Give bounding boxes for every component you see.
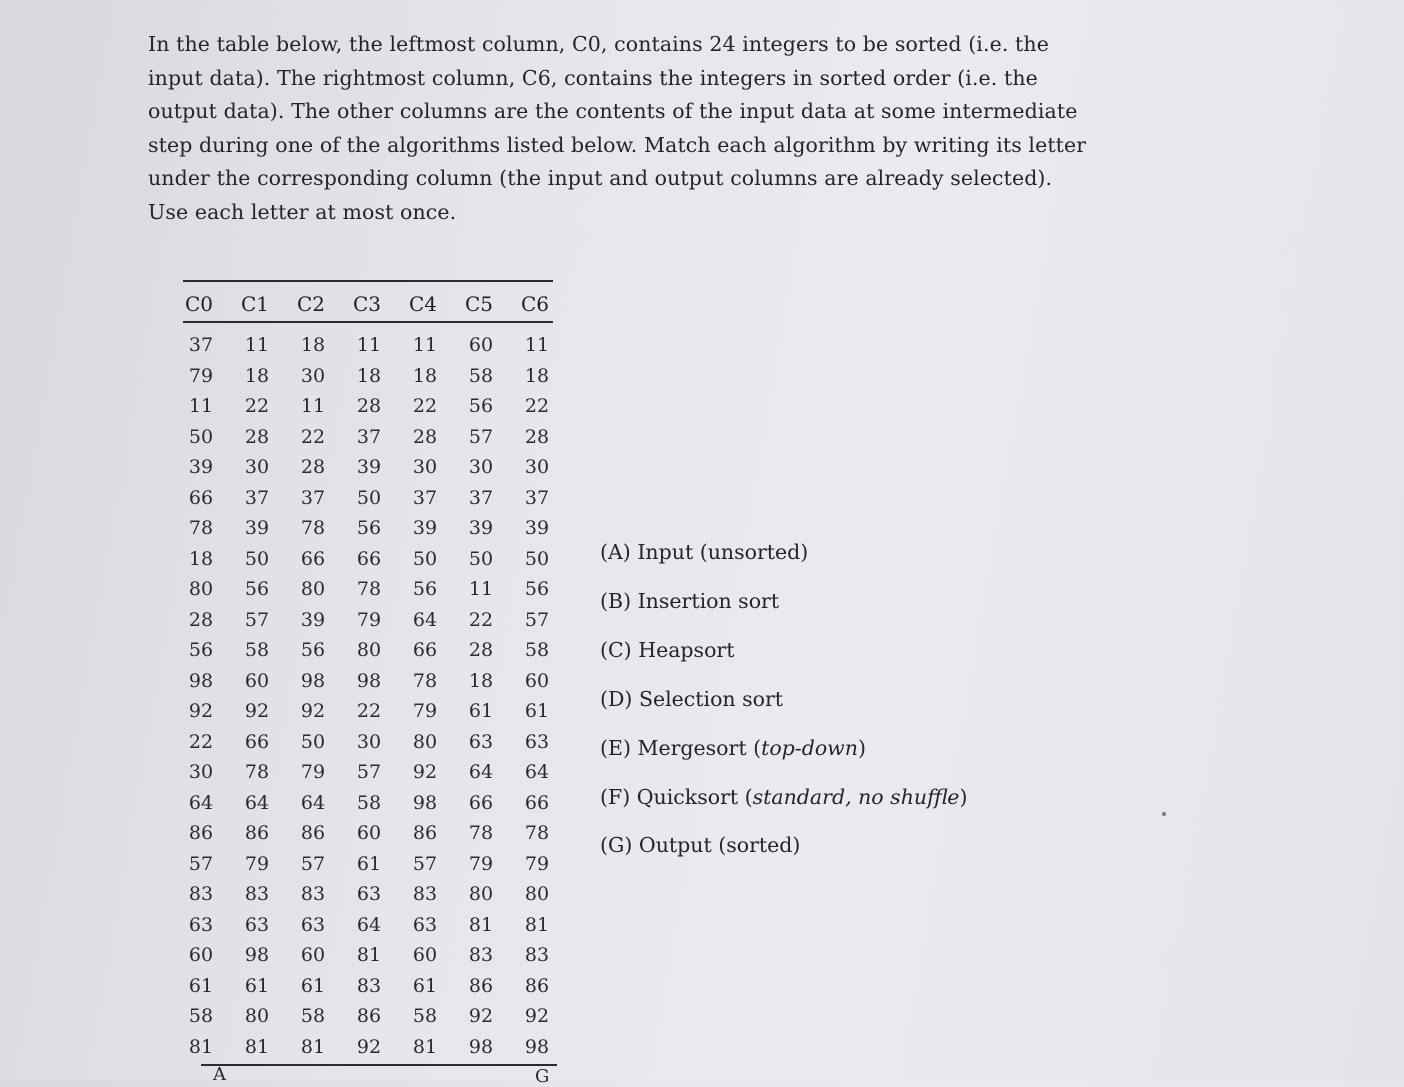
table-cell: 81 [356, 944, 382, 966]
statement-line: output data). The other columns are the contents of the input data at some intermediate [148, 99, 1078, 123]
table-cell: 22 [468, 608, 494, 631]
table-cell: 66 [412, 639, 438, 661]
table-cell: 83 [188, 883, 214, 905]
table-cell: 56 [468, 395, 494, 417]
table-cell: 11 [300, 395, 326, 417]
table-cell: 92 [300, 700, 326, 722]
table-cell: 66 [524, 791, 550, 814]
table-cell: 58 [300, 1005, 326, 1027]
table-cell: 92 [468, 1005, 494, 1027]
table-cell: 63 [244, 913, 270, 936]
option-e-emph: top-down [761, 736, 858, 760]
table-cell: 92 [412, 761, 438, 783]
table-cell: 18 [188, 547, 214, 570]
table-cell: 86 [356, 1005, 382, 1027]
table-cell: 86 [244, 822, 270, 844]
table-cell: 60 [188, 944, 214, 966]
table-cell: 28 [524, 425, 550, 448]
table-cell: 58 [244, 639, 270, 661]
option-e-label: (E) Mergesort ( [600, 736, 762, 760]
option-f-tail: ) [959, 785, 968, 809]
table-cell: 83 [356, 974, 382, 997]
table-cell: 66 [244, 730, 270, 753]
table-cell: 57 [244, 608, 270, 631]
table-cell: 79 [356, 608, 382, 631]
table-cell: 98 [244, 944, 270, 966]
table-cell: 79 [300, 761, 326, 783]
option-f-emph: standard, no shuffle [752, 785, 960, 809]
table-cell: 28 [300, 456, 326, 478]
statement-line: Use each letter at most once. [148, 199, 457, 224]
table-cell: 11 [468, 578, 494, 600]
table-cell: 37 [524, 486, 550, 509]
table-cell: 64 [244, 791, 270, 814]
option-e-tail: ) [857, 736, 866, 760]
table-cell: 86 [412, 822, 438, 844]
table-cell: 80 [188, 578, 214, 600]
table-cell: 92 [524, 1005, 550, 1027]
table-cell: 56 [412, 578, 438, 600]
table-cell: 30 [244, 456, 270, 478]
table-cell: 64 [412, 608, 438, 631]
table-cell: 63 [188, 913, 214, 936]
table-cell: 92 [188, 700, 214, 722]
table-cell: 30 [188, 761, 214, 783]
table-cell: 80 [412, 730, 438, 753]
table-cell: 50 [468, 547, 494, 570]
table-cell: 78 [300, 517, 326, 539]
table-cell: 78 [244, 761, 270, 783]
table-cell: 11 [356, 334, 382, 356]
table-cell: 61 [356, 852, 382, 875]
table-cell: 92 [244, 700, 270, 722]
table-cell: 39 [188, 456, 214, 478]
option-a: (A) Input (unsorted) [600, 540, 809, 564]
table-cell: 22 [412, 395, 438, 417]
column-header-c6: C6 [521, 292, 550, 316]
table-cell: 80 [244, 1005, 270, 1027]
table-cell: 64 [524, 761, 550, 783]
table-cell: 39 [524, 517, 550, 539]
table-cell: 78 [356, 578, 382, 600]
table-cell: 66 [468, 791, 494, 814]
table-cell: 18 [356, 364, 382, 387]
table-cell: 79 [468, 852, 494, 875]
table-cell: 98 [468, 1035, 494, 1058]
table-cell: 28 [468, 639, 494, 661]
column-header-c2: C2 [297, 292, 326, 316]
table-cell: 28 [412, 425, 438, 448]
table-cell: 78 [524, 822, 550, 844]
table-cell: 80 [356, 639, 382, 661]
table-cell: 66 [188, 486, 214, 509]
table-cell: 18 [412, 364, 438, 387]
table-cell: 86 [300, 822, 326, 844]
option-d: (D) Selection sort [600, 687, 784, 711]
column-header-c1: C1 [241, 292, 270, 316]
table-cell: 39 [468, 517, 494, 539]
table-cell: 50 [300, 730, 326, 753]
table-cell: 60 [356, 822, 382, 844]
table-cell: 92 [356, 1035, 382, 1058]
table-bottom-rule [201, 1064, 557, 1066]
column-header-c5: C5 [465, 292, 494, 316]
statement-line: In the table below, the leftmost column, C0, contains 24 integers to be sorted (i.e. the [148, 32, 1049, 56]
table-cell: 57 [188, 852, 214, 875]
table-cell: 58 [356, 791, 382, 814]
table-cell: 81 [468, 913, 494, 936]
table-cell: 28 [244, 425, 270, 448]
table-cell: 60 [524, 669, 550, 692]
table-cell: 57 [356, 761, 382, 783]
table-cell: 80 [524, 883, 550, 905]
table-cell: 57 [412, 852, 438, 875]
table-cell: 57 [300, 852, 326, 875]
table-cell: 61 [412, 974, 438, 997]
table-cell: 11 [524, 334, 550, 356]
table-cell: 61 [468, 700, 494, 722]
table-cell: 66 [300, 547, 326, 570]
table-cell: 64 [188, 791, 214, 814]
table-cell: 81 [188, 1035, 214, 1058]
table-cell: 63 [356, 883, 382, 905]
table-cell: 22 [244, 395, 270, 417]
table-cell: 30 [412, 456, 438, 478]
table-cell: 63 [468, 730, 494, 753]
table-cell: 22 [356, 700, 382, 722]
table-cell: 39 [412, 517, 438, 539]
column-header-c4: C4 [409, 292, 438, 316]
table-cell: 61 [300, 974, 326, 997]
table-cell: 86 [188, 822, 214, 844]
table-cell: 83 [524, 944, 550, 966]
table-cell: 22 [524, 395, 550, 417]
table-cell: 37 [300, 486, 326, 509]
table-cell: 28 [356, 395, 382, 417]
answer-letter-c0: A [213, 1064, 226, 1085]
table-cell: 86 [524, 974, 550, 997]
table-cell: 98 [412, 791, 438, 814]
statement-line: step during one of the algorithms listed below. Match each algorithm by writing its letter [148, 132, 1087, 157]
table-cell: 58 [188, 1005, 214, 1027]
table-cell: 56 [188, 639, 214, 661]
table-cell: 79 [412, 700, 438, 722]
table-cell: 83 [468, 944, 494, 966]
table-cell: 37 [188, 334, 214, 356]
table-cell: 60 [244, 669, 270, 692]
table-cell: 18 [468, 669, 494, 692]
table-cell: 86 [468, 974, 494, 997]
table-cell: 80 [300, 578, 326, 600]
option-f-label: (F) Quicksort ( [600, 785, 753, 809]
table-cell: 50 [244, 547, 270, 570]
table-cell: 37 [244, 486, 270, 509]
option-c: (C) Heapsort [600, 638, 735, 662]
table-cell: 98 [188, 669, 214, 692]
table-cell: 98 [524, 1035, 550, 1058]
table-cell: 79 [188, 364, 214, 387]
table-cell: 63 [300, 913, 326, 936]
table-header-rule [183, 321, 553, 323]
option-f [600, 785, 967, 809]
table-cell: 78 [468, 822, 494, 844]
table-cell: 11 [412, 334, 438, 356]
option-g: (G) Output (sorted) [600, 833, 801, 857]
table-cell: 30 [300, 364, 326, 387]
table-cell: 58 [468, 364, 494, 387]
table-cell: 61 [244, 974, 270, 997]
table-cell: 83 [300, 883, 326, 905]
table-cell: 66 [356, 547, 382, 570]
table-cell: 64 [468, 761, 494, 783]
table-cell: 63 [412, 913, 438, 936]
table-cell: 61 [524, 700, 550, 722]
statement-line: under the corresponding column (the input and output columns are already selected). [148, 166, 1053, 190]
problem-statement [148, 28, 1087, 229]
table-cell: 98 [356, 669, 382, 692]
table-cell: 37 [356, 425, 382, 448]
table-cell: 83 [412, 883, 438, 905]
column-header-c3: C3 [353, 292, 382, 316]
table-cell: 56 [524, 578, 550, 600]
option-e [600, 736, 866, 760]
table-cell: 56 [356, 517, 382, 539]
table-cell: 63 [524, 730, 550, 753]
table-cell: 81 [300, 1035, 326, 1058]
column-header-c0: C0 [185, 292, 214, 316]
table-cell: 79 [524, 852, 550, 875]
table-cell: 39 [356, 456, 382, 478]
table-cell: 57 [524, 608, 550, 631]
table-cell: 50 [188, 425, 214, 448]
table-cell: 81 [244, 1035, 270, 1058]
table-cell: 56 [244, 578, 270, 600]
table-cell: 60 [468, 334, 494, 356]
table-cell: 64 [356, 913, 382, 936]
table-cell: 28 [188, 608, 214, 631]
table-top-rule [183, 280, 553, 282]
answer-letter-c6: G [535, 1066, 550, 1087]
table-cell: 50 [356, 486, 382, 509]
table-cell: 50 [524, 547, 550, 570]
table-cell: 18 [300, 334, 326, 356]
table-cell: 39 [244, 517, 270, 539]
table-cell: 30 [356, 730, 382, 753]
table-cell: 78 [412, 669, 438, 692]
table-cell: 80 [468, 883, 494, 905]
table-cell: 81 [412, 1035, 438, 1058]
table-cell: 11 [244, 334, 270, 356]
table-cell: 22 [188, 730, 214, 753]
table-cell: 30 [468, 456, 494, 478]
table-cell: 98 [300, 669, 326, 692]
table-cell: 60 [300, 944, 326, 966]
table-cell: 81 [524, 913, 550, 936]
table-cell: 30 [524, 456, 550, 478]
table-cell: 22 [300, 425, 326, 448]
table-cell: 58 [412, 1005, 438, 1027]
table-cell: 11 [188, 395, 214, 417]
table-cell: 50 [412, 547, 438, 570]
table-cell: 79 [244, 852, 270, 875]
statement-line: input data). The rightmost column, C6, contains the integers in sorted order (i.e. the [148, 65, 1038, 90]
page-speck [1162, 812, 1166, 816]
table-cell: 64 [300, 791, 326, 814]
table-cell: 56 [300, 639, 326, 661]
table-cell: 78 [188, 517, 214, 539]
option-b: (B) Insertion sort [600, 589, 780, 613]
table-cell: 61 [188, 974, 214, 997]
table-cell: 60 [412, 944, 438, 966]
table-cell: 57 [468, 425, 494, 448]
table-cell: 18 [524, 364, 550, 387]
table-cell: 58 [524, 639, 550, 661]
table-cell: 18 [244, 364, 270, 387]
table-cell: 37 [412, 486, 438, 509]
table-cell: 39 [300, 608, 326, 631]
table-cell: 37 [468, 486, 494, 509]
table-cell: 83 [244, 883, 270, 905]
